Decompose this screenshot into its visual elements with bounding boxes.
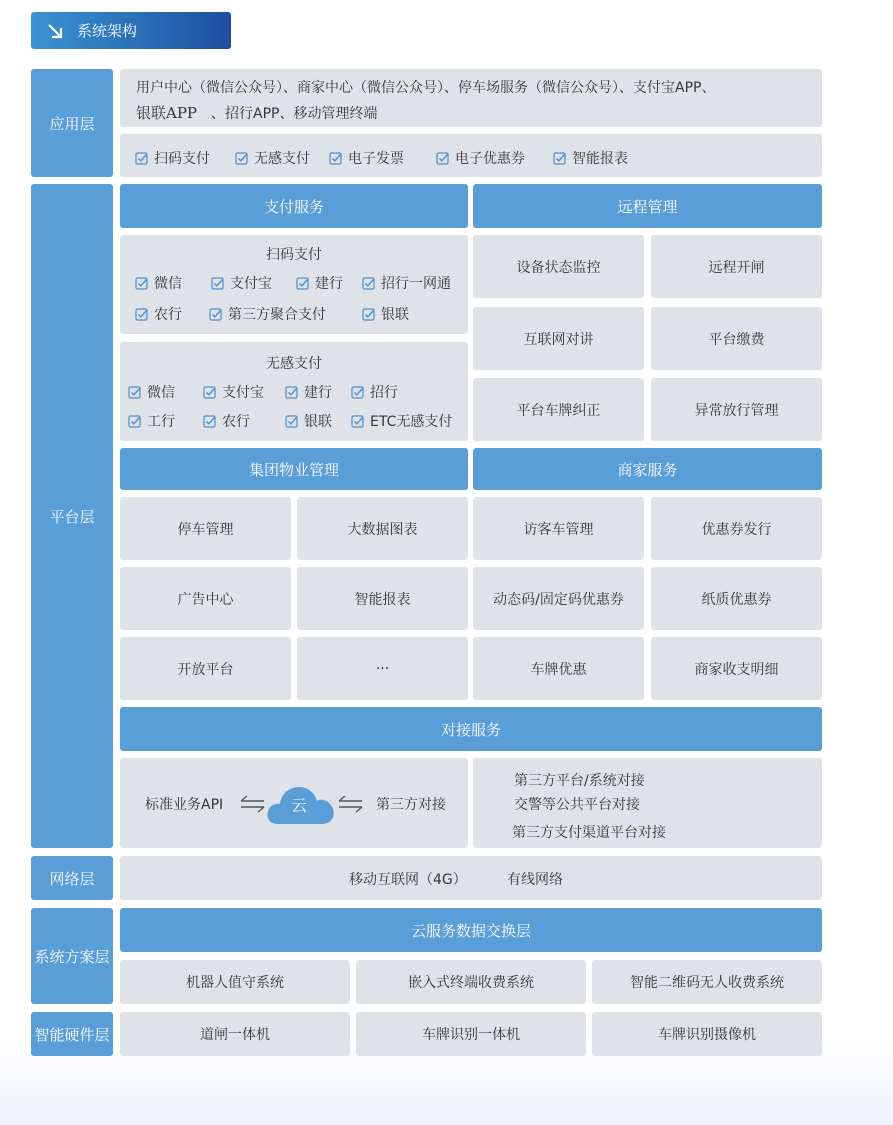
sensorless-pay-item: 建行 bbox=[285, 382, 332, 402]
network-box bbox=[120, 856, 822, 900]
property-item: 广告中心 bbox=[120, 567, 291, 630]
property-item: 停车管理 bbox=[120, 497, 291, 560]
checkbox-icon bbox=[285, 415, 298, 428]
docking-api-box bbox=[120, 758, 468, 848]
remote-item: 远程开闸 bbox=[651, 235, 822, 298]
layer-label-hardware: 智能硬件层 bbox=[31, 1012, 113, 1056]
app-feature: 电子优惠券 bbox=[436, 148, 525, 168]
scan-pay-title: 扫码支付 bbox=[266, 247, 322, 263]
remote-item: 异常放行管理 bbox=[651, 378, 822, 441]
sensorless-pay-item: 微信 bbox=[128, 382, 175, 402]
remote-management-header: 远程管理 bbox=[473, 184, 822, 228]
payment-service-header: 支付服务 bbox=[120, 184, 468, 228]
solution-item: 嵌入式终端收费系统 bbox=[356, 960, 586, 1004]
scan-pay-box bbox=[120, 235, 468, 334]
checkbox-icon bbox=[135, 308, 148, 321]
scan-pay-item: 支付宝 bbox=[211, 273, 272, 293]
checkbox-icon bbox=[211, 277, 224, 290]
third-party-docking-label: 第三方对接 bbox=[376, 797, 446, 813]
merchant-service-header: 商家服务 bbox=[473, 448, 822, 490]
scan-pay-item: 农行 bbox=[135, 304, 182, 324]
scan-pay-item: 银联 bbox=[362, 304, 409, 324]
layer-label-network: 网络层 bbox=[31, 856, 113, 900]
checkbox-icon bbox=[362, 277, 375, 290]
cloud-label: 云 bbox=[290, 796, 307, 815]
docking-target-line: 第三方支付渠道平台对接 bbox=[512, 825, 666, 841]
property-item: ··· bbox=[297, 637, 468, 700]
checkbox-icon bbox=[296, 277, 309, 290]
app-channel-others: 、招行APP、移动管理终端 bbox=[211, 106, 378, 122]
hardware-item: 车牌识别一体机 bbox=[356, 1012, 586, 1056]
app-channels-box bbox=[120, 69, 822, 127]
sensorless-pay-item: 银联 bbox=[285, 411, 332, 431]
hardware-item: 道闸一体机 bbox=[120, 1012, 350, 1056]
merchant-item: 动态码/固定码优惠券 bbox=[473, 567, 644, 630]
remote-item: 平台缴费 bbox=[651, 307, 822, 370]
app-feature: 电子发票 bbox=[329, 148, 404, 168]
sensorless-pay-item: 招行 bbox=[351, 382, 398, 402]
sensorless-pay-item: 农行 bbox=[203, 411, 250, 431]
remote-item: 平台车牌纠正 bbox=[473, 378, 644, 441]
network-mobile: 移动互联网（4G） bbox=[349, 872, 467, 888]
sensorless-pay-box bbox=[120, 342, 468, 441]
sensorless-pay-item: ETC无感支付 bbox=[351, 411, 452, 431]
app-feature: 扫码支付 bbox=[135, 148, 210, 168]
app-channels-line-2 bbox=[136, 101, 822, 127]
checkbox-icon bbox=[329, 152, 342, 165]
merchant-item: 商家收支明细 bbox=[651, 637, 822, 700]
layer-label-platform: 平台层 bbox=[31, 184, 113, 848]
remote-item: 设备状态监控 bbox=[473, 235, 644, 298]
remote-item: 互联网对讲 bbox=[473, 307, 644, 370]
checkbox-icon bbox=[135, 277, 148, 290]
app-feature: 智能报表 bbox=[553, 148, 628, 168]
hardware-item: 车牌识别摄像机 bbox=[592, 1012, 822, 1056]
property-item: 开放平台 bbox=[120, 637, 291, 700]
scan-pay-item: 建行 bbox=[296, 273, 343, 293]
docking-target-line: 交警等公共平台对接 bbox=[514, 797, 640, 813]
network-wired: 有线网络 bbox=[507, 872, 563, 888]
app-features-box bbox=[120, 134, 822, 177]
solution-item: 机器人值守系统 bbox=[120, 960, 350, 1004]
checkbox-icon bbox=[209, 308, 222, 321]
scan-pay-item: 第三方聚合支付 bbox=[209, 304, 326, 324]
section-title: 系统架构 bbox=[77, 22, 138, 40]
checkbox-icon bbox=[235, 152, 248, 165]
standard-api-label: 标准业务API bbox=[145, 797, 224, 813]
docking-service-header: 对接服务 bbox=[120, 707, 822, 751]
checkbox-icon bbox=[351, 415, 364, 428]
checkbox-icon bbox=[203, 386, 216, 399]
property-item: 智能报表 bbox=[297, 567, 468, 630]
merchant-item: 车牌优惠 bbox=[473, 637, 644, 700]
checkbox-icon bbox=[553, 152, 566, 165]
merchant-item: 纸质优惠券 bbox=[651, 567, 822, 630]
layer-label-app: 应用层 bbox=[31, 69, 113, 177]
checkbox-icon bbox=[351, 386, 364, 399]
checkbox-icon bbox=[203, 415, 216, 428]
checkbox-icon bbox=[128, 415, 141, 428]
app-channel-unionpay: 银联APP bbox=[136, 104, 198, 122]
sensorless-pay-item: 工行 bbox=[128, 411, 175, 431]
scan-pay-item: 微信 bbox=[135, 273, 182, 293]
exchange-arrows-icon bbox=[240, 795, 266, 813]
solution-item: 智能二维码无人收费系统 bbox=[592, 960, 822, 1004]
app-channels-line-1: 用户中心（微信公众号）、商家中心（微信公众号）、停车场服务（微信公众号）、支付宝APP、 bbox=[136, 80, 716, 96]
arrow-down-right-icon bbox=[45, 21, 65, 41]
cloud-exchange-header: 云服务数据交换层 bbox=[120, 908, 822, 952]
docking-target-line: 第三方平台/系统对接 bbox=[514, 773, 645, 789]
docking-targets-box bbox=[473, 758, 822, 848]
scan-pay-item: 招行一网通 bbox=[362, 273, 451, 293]
section-title-bar bbox=[31, 12, 231, 49]
property-management-header: 集团物业管理 bbox=[120, 448, 468, 490]
exchange-arrows-icon bbox=[338, 795, 364, 813]
checkbox-icon bbox=[135, 152, 148, 165]
checkbox-icon bbox=[362, 308, 375, 321]
app-feature: 无感支付 bbox=[235, 148, 310, 168]
checkbox-icon bbox=[436, 152, 449, 165]
property-item: 大数据图表 bbox=[297, 497, 468, 560]
checkbox-icon bbox=[128, 386, 141, 399]
merchant-item: 访客车管理 bbox=[473, 497, 644, 560]
sensorless-pay-title: 无感支付 bbox=[266, 356, 322, 372]
merchant-item: 优惠券发行 bbox=[651, 497, 822, 560]
sensorless-pay-item: 支付宝 bbox=[203, 382, 264, 402]
layer-label-solution: 系统方案层 bbox=[31, 908, 113, 1004]
checkbox-icon bbox=[285, 386, 298, 399]
